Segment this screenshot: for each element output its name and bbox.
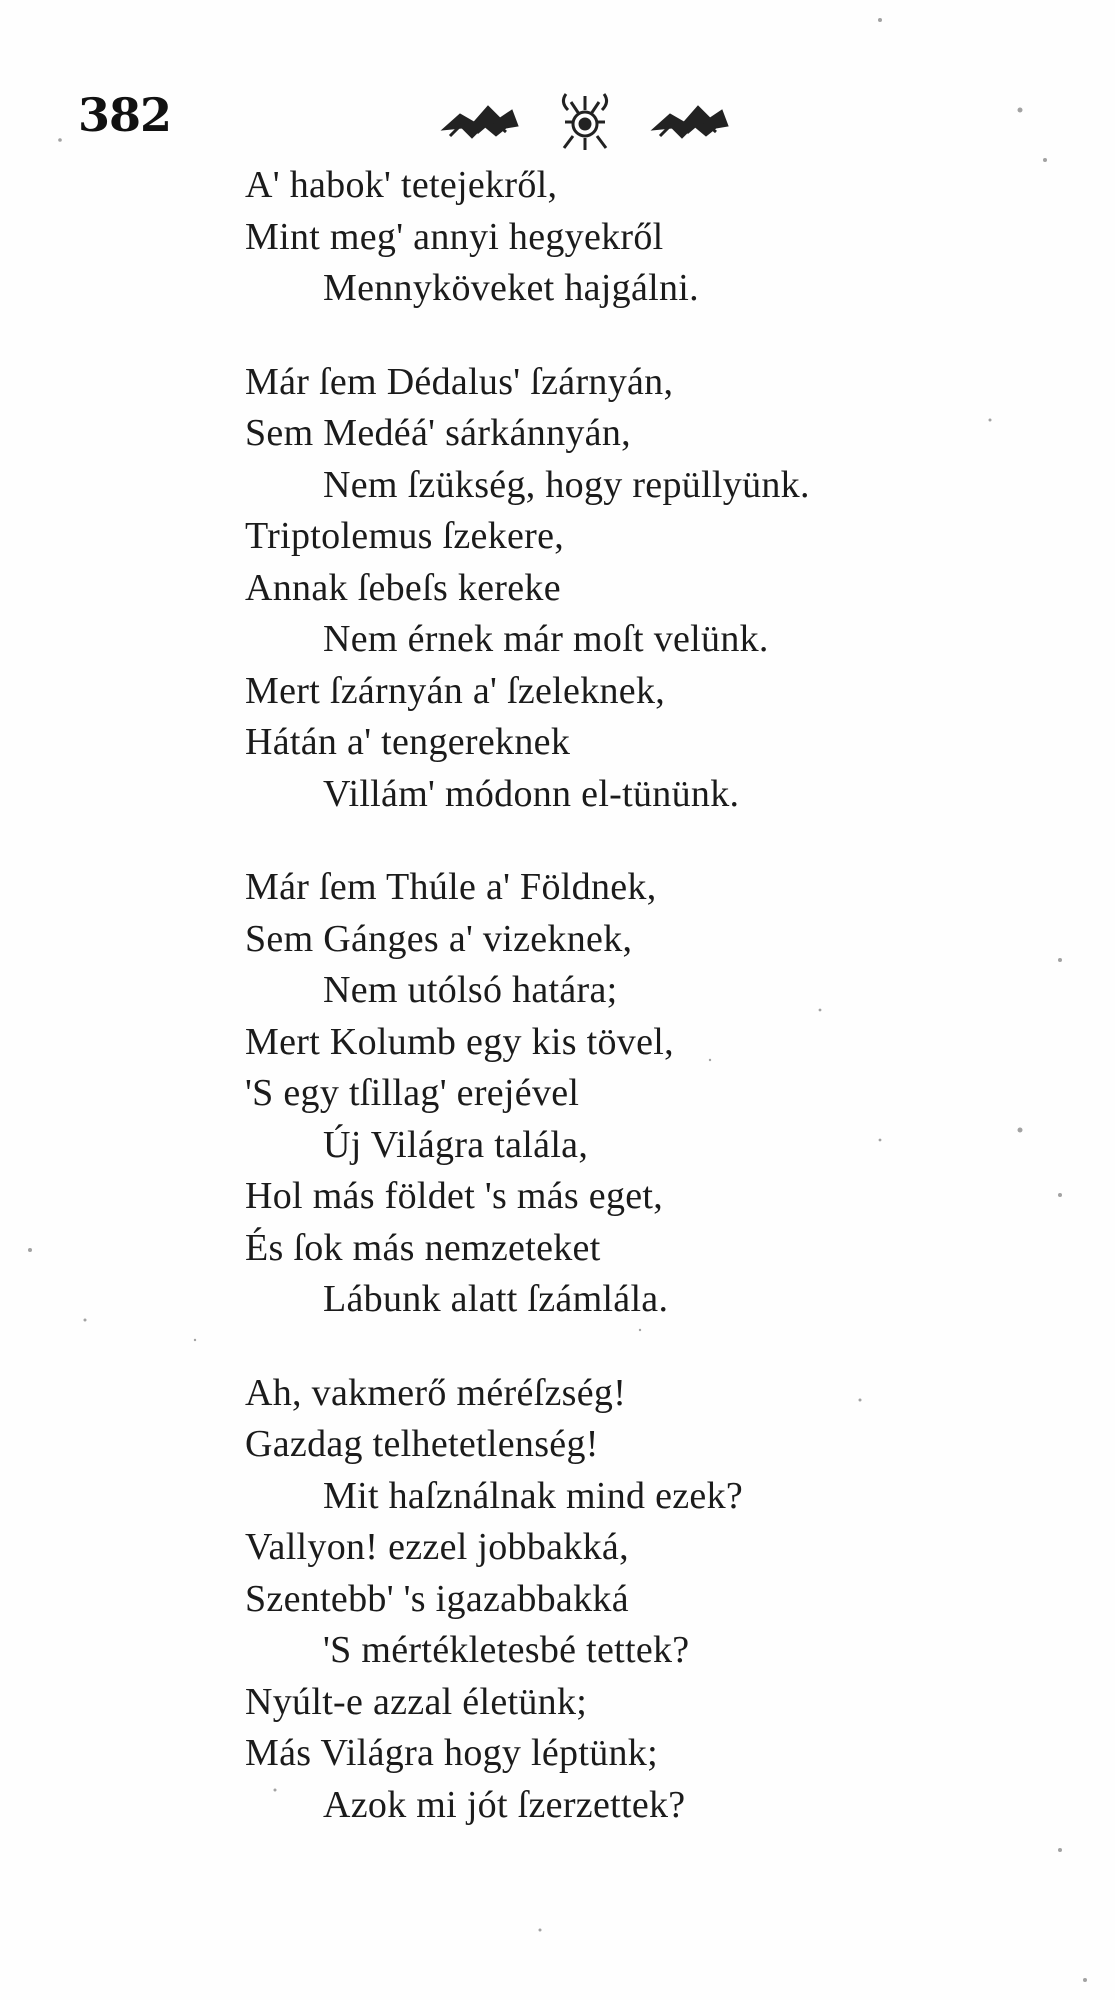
poem-line-indented: Villám' módonn el-tününk.: [323, 772, 740, 815]
stanza: [245, 862, 1005, 1326]
poem-line: Szentebb' 's igazabbakká: [245, 1577, 629, 1620]
poem-line-indented: Azok mi jót ſzerzettek?: [323, 1783, 686, 1826]
poem-line-indented: Nem ſzükség, hogy repüllyünk.: [323, 463, 810, 506]
stanza: [245, 160, 1005, 315]
poem-line: A' habok' tetejekről,: [245, 164, 558, 206]
poem-line: Hol más földet 's más eget,: [245, 1175, 664, 1217]
poem-line-indented: Nem utólsó határa;: [323, 969, 618, 1011]
poem-line: Nyúlt-e azzal életünk;: [245, 1680, 588, 1723]
poem-text: [245, 160, 1005, 1831]
page-number: 382: [78, 88, 172, 142]
header-ornament: [440, 92, 730, 152]
poem-line-indented: Mit haſználnak mind ezek?: [323, 1474, 744, 1517]
stanza: [245, 1368, 1005, 1832]
poem-line-indented: 'S mértékletesbé tettek?: [323, 1629, 690, 1671]
poem-line-indented: Lábunk alatt ſzámlála.: [323, 1278, 669, 1320]
ornate-flourish-icon: [652, 106, 728, 138]
stanza: [245, 357, 1005, 821]
poem-line: Már ſem Thúle a' Földnek,: [245, 866, 657, 908]
poem-line: Mint meg' annyi hegyekről: [245, 215, 664, 258]
floral-rosette-icon: [563, 94, 606, 150]
poem-line-indented: Új Világra talála,: [323, 1123, 589, 1166]
poem-line-indented: Nem érnek már moſt velünk.: [323, 618, 769, 660]
poem-line: Már ſem Dédalus' ſzárnyán,: [245, 360, 674, 403]
poem-line: Mert ſzárnyán a' ſzeleknek,: [245, 669, 666, 712]
poem-line: Ah, vakmerő méréſzség!: [245, 1371, 627, 1414]
poem-line: Más Világra hogy léptünk;: [245, 1732, 658, 1774]
ornate-flourish-icon: [442, 106, 518, 138]
poem-line: Gazdag telhetetlenség!: [245, 1423, 599, 1465]
poem-line: Hátán a' tengereknek: [245, 721, 571, 763]
poem-line: Sem Gánges a' vizeknek,: [245, 917, 633, 960]
poem-line: Sem Medéá' sárkánnyán,: [245, 412, 631, 454]
poem-line: Annak ſebeſs kereke: [245, 566, 561, 609]
poem-line: Vallyon! ezzel jobbakká,: [245, 1526, 629, 1568]
poem-line: És ſok más nemzeteket: [245, 1226, 601, 1269]
poem-line: Triptolemus ſzekere,: [245, 515, 565, 557]
poem-line: 'S egy tſillag' erejével: [245, 1072, 580, 1114]
poem-line: Mert Kolumb egy kis tövel,: [245, 1020, 674, 1063]
poem-line-indented: Mennyköveket hajgálni.: [323, 267, 699, 309]
